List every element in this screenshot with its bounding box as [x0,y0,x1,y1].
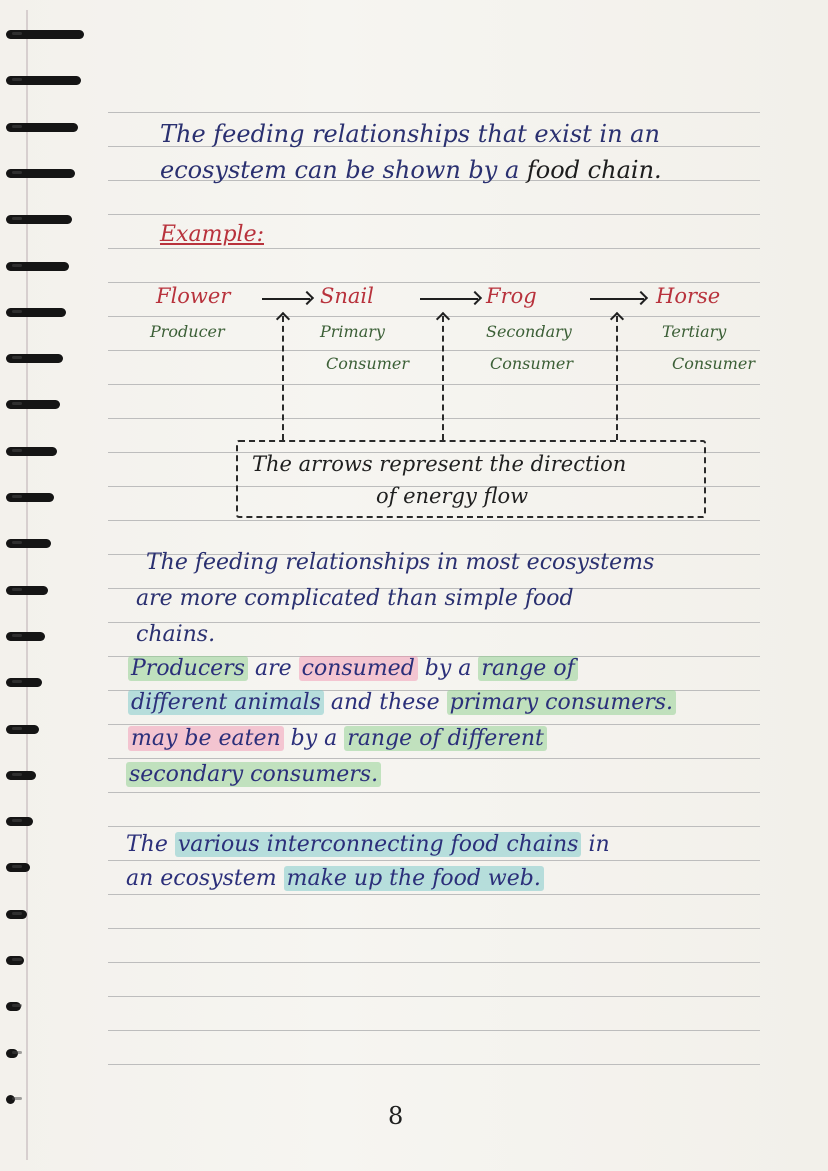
ruled-line [108,1030,760,1031]
ruled-line [108,384,760,385]
highlight-secondary-consumers: secondary consumers. [126,762,381,787]
ruled-line [108,112,760,113]
spiral-ring-icon [6,817,33,826]
highlight-producers: Producers [128,656,248,681]
chain-role-consumer-2: Consumer [490,354,573,373]
ruled-line [108,520,760,521]
spiral-ring-icon [6,1095,15,1104]
para2-line-3: chains. [136,622,216,647]
ruled-line [108,758,760,759]
spiral-ring-icon [6,771,36,780]
ruled-line [108,962,760,963]
chain-role-consumer-3: Consumer [672,354,755,373]
ruled-line [108,894,760,895]
spiral-ring-icon [6,215,72,224]
ruled-line [108,724,760,725]
spiral-ring-icon [6,956,24,965]
intro-key-term: food chain. [526,156,662,184]
chain-role-primary: Primary [320,322,385,341]
arrow-right-icon [262,298,310,300]
ruled-line [108,350,760,351]
para2-line-1: The feeding relationships in most ecosystems [146,550,655,575]
para4-text: The [126,832,168,857]
highlight-range-of-different: range of different [344,726,547,751]
para3-line-2 [128,690,676,715]
chain-role-producer: Producer [150,322,225,341]
para4-text: in [588,832,610,857]
ruled-line [108,996,760,997]
spiral-ring-icon [6,1002,21,1011]
ruled-line [108,316,760,317]
spiral-ring-icon [6,400,60,409]
dashed-connector [282,316,284,440]
para2-line-2: are more complicated than simple food [136,586,574,611]
example-label: Example: [160,222,264,247]
highlight-may-be-eaten: may be eaten [128,726,284,751]
arrow-right-icon [420,298,478,300]
spiral-ring-icon [6,725,39,734]
para4-line-2 [126,866,544,891]
spiral-ring-icon [6,30,84,39]
spiral-ring-icon [6,447,57,456]
para3-line-4 [126,762,381,787]
spiral-ring-icon [6,539,51,548]
spiral-ring-icon [6,493,54,502]
ruled-line [108,282,760,283]
chain-item-name-snail: Snail [320,284,374,308]
spiral-ring-icon [6,632,45,641]
spiral-ring-icon [6,863,30,872]
arrow-right-icon [590,298,644,300]
chain-role-secondary: Secondary [486,322,572,341]
spiral-ring-icon [6,123,78,132]
highlight-consumed: consumed [299,656,418,681]
chain-item-name-horse: Horse [656,284,721,308]
spiral-ring-icon [6,910,27,919]
spiral-ring-icon [6,76,81,85]
chain-role-consumer-1: Consumer [326,354,409,373]
para3-text: and these [330,690,440,715]
highlight-make-up-food-web: make up the food web. [284,866,544,891]
intro-line-2 [160,156,662,184]
intro-line-1: The feeding relationships that exist in an [160,120,660,148]
ruled-line [108,418,760,419]
dashed-connector [442,316,444,440]
ruled-line [108,248,760,249]
highlight-different-animals: different animals [128,690,324,715]
spiral-ring-icon [6,678,42,687]
spiral-ring-icon [6,308,66,317]
page-number: 8 [388,1102,404,1130]
para3-text: by a [290,726,338,751]
para3-line-3 [128,726,547,751]
ruled-line [108,1064,760,1065]
spiral-ring-icon [6,262,69,271]
spiral-ring-icon [6,586,48,595]
spiral-ring-icon [6,169,75,178]
ruled-line [108,214,760,215]
highlight-interconnecting-food-chains: various interconnecting food chains [175,832,582,857]
spiral-ring-icon [6,1049,18,1058]
intro-line-2-prefix: ecosystem can be shown by a [160,156,520,184]
dashed-connector [616,316,618,440]
ruled-line [108,826,760,827]
para4-text: an ecosystem [126,866,277,891]
note-line-1: The arrows represent the direction [252,452,627,476]
chain-item-name-flower: Flower [156,284,231,308]
chain-role-tertiary: Tertiary [662,322,727,341]
para4-line-1 [126,832,610,857]
spiral-ring-icon [6,354,63,363]
ruled-line [108,860,760,861]
ruled-line [108,928,760,929]
note-line-2: of energy flow [376,484,529,508]
chain-item-name-frog: Frog [486,284,537,308]
para3-text: by a [424,656,472,681]
para3-line-1 [128,656,578,681]
highlight-primary-consumers: primary consumers. [447,690,676,715]
para3-text: are [254,656,292,681]
highlight-range-of: range of [478,656,577,681]
ruled-line [108,792,760,793]
